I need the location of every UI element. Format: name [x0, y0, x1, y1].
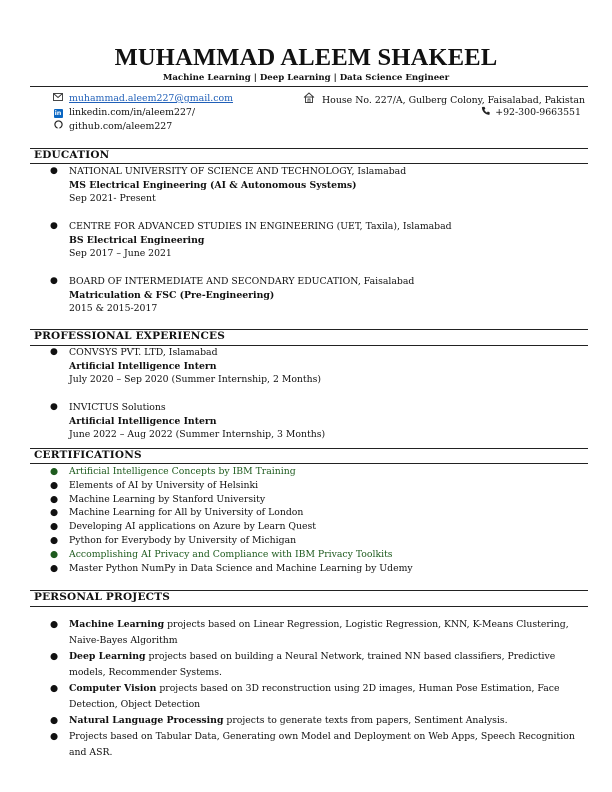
- bullet-icon: ●: [50, 715, 59, 726]
- experience-heading: PROFESSIONAL EXPERIENCES: [34, 330, 226, 342]
- list-item: ● Master Python NumPy in Data Science and Machine Learning by Udemy: [50, 562, 413, 574]
- list-item: ● Deep Learning projects based on building a Neural Network, trained NN based classifiers, Predictive models, Recommender Systems.: [50, 651, 556, 678]
- dates: June 2022 – Aug 2022 (Summer Internship, 3 Months): [69, 429, 326, 441]
- institution: BOARD OF INTERMEDIATE AND SECONDARY EDUCATION, Faisalabad: [69, 276, 415, 287]
- education-item: [50, 275, 414, 316]
- list-item: ● Artificial Intelligence Concepts by IBM Training: [50, 466, 296, 477]
- education-item: [50, 220, 452, 261]
- education-heading: EDUCATION: [34, 149, 110, 161]
- phone-icon: [479, 106, 491, 120]
- resume-subtitle: Machine Learning | Deep Learning | Data Science Engineer: [162, 73, 450, 83]
- list-item: ● Python for Everybody by University of Michigan: [50, 534, 297, 546]
- bullet-icon: ●: [50, 548, 59, 560]
- education-divider-bottom: [30, 163, 588, 164]
- institution: NATIONAL UNIVERSITY OF SCIENCE AND TECHNOLOGY, Islamabad: [69, 166, 407, 177]
- email-link[interactable]: muhammad.aleem227@gmail.com: [69, 93, 233, 104]
- bullet-icon: ●: [50, 731, 59, 742]
- role: Artificial Intelligence Intern: [69, 415, 217, 427]
- home-icon: [303, 92, 315, 108]
- certifications-heading: CERTIFICATIONS: [34, 449, 142, 461]
- github-icon: [52, 120, 64, 134]
- bullet-icon: ●: [50, 534, 59, 546]
- linkedin-link[interactable]: linkedin.com/in/aleem227/: [69, 107, 196, 118]
- bullet-icon: ●: [50, 276, 58, 286]
- address-text: House No. 227/A, Gulberg Colony, Faisalabad, Pakistan: [322, 95, 586, 106]
- contact-phone-row[interactable]: [479, 106, 581, 120]
- dates: Sep 2017 – June 2021: [69, 248, 172, 260]
- bullet-icon: ●: [50, 493, 59, 505]
- linkedin-icon: in: [54, 109, 62, 117]
- certifications-divider-bottom: [30, 463, 588, 464]
- bullet-icon: ●: [50, 221, 58, 231]
- contact-github-row[interactable]: [52, 120, 172, 134]
- contact-email-row[interactable]: [52, 92, 233, 106]
- mail-icon: [52, 92, 64, 106]
- bullet-icon: ●: [50, 521, 59, 533]
- list-item: ● Elements of AI by University of Helsinki: [50, 479, 259, 491]
- header-divider: [30, 86, 588, 87]
- bullet-icon: ●: [50, 562, 59, 574]
- bullet-icon: ●: [50, 651, 59, 662]
- bullet-icon: ●: [50, 466, 59, 477]
- bullet-icon: ●: [50, 347, 58, 357]
- education-divider-top: [30, 148, 588, 149]
- bullet-icon: ●: [50, 507, 59, 519]
- projects-divider-bottom: [30, 606, 588, 607]
- dates: 2015 & 2015-2017: [69, 303, 158, 315]
- bullet-icon: ●: [50, 619, 59, 630]
- institution: CENTRE FOR ADVANCED STUDIES IN ENGINEERING (UET, Taxila), Islamabad: [69, 221, 452, 232]
- list-item: ● Machine Learning for All by University of London: [50, 507, 304, 519]
- resume-name: MUHAMMAD ALEEM SHAKEEL: [114, 44, 498, 71]
- company: INVICTUS Solutions: [69, 402, 166, 413]
- projects-heading: PERSONAL PROJECTS: [34, 591, 171, 603]
- degree: BS Electrical Engineering: [69, 234, 205, 246]
- certifications-list: [50, 465, 413, 575]
- bullet-icon: ●: [50, 402, 58, 412]
- list-item: ● Machine Learning projects based on Linear Regression, Logistic Regression, KNN, K-Means Clustering, Naive-Bayes Algorithm: [50, 619, 569, 646]
- contact-linkedin-row[interactable]: [52, 106, 195, 120]
- company: CONVSYS PVT. LTD, Islamabad: [69, 347, 218, 358]
- github-link[interactable]: github.com/aleem227: [69, 121, 173, 132]
- projects-list: [50, 617, 590, 761]
- list-item: ● Accomplishing AI Privacy and Compliance with IBM Privacy Toolkits: [50, 548, 393, 560]
- list-item: ● Natural Language Processing projects to generate texts from papers, Sentiment Analysis.: [50, 713, 590, 729]
- degree: MS Electrical Engineering (AI & Autonomous Systems): [69, 179, 357, 191]
- bullet-icon: ●: [50, 683, 59, 694]
- degree: Matriculation & FSC (Pre-Engineering): [69, 289, 275, 301]
- role: Artificial Intelligence Intern: [69, 360, 217, 372]
- dates: July 2020 – Sep 2020 (Summer Internship, 2 Months): [69, 374, 322, 386]
- list-item: ● Projects based on Tabular Data, Generating own Model and Deployment on Web Apps, Speech Recognition and ASR.: [50, 731, 575, 758]
- bullet-icon: ●: [50, 479, 59, 491]
- experience-item: [50, 346, 321, 387]
- education-item: [50, 165, 406, 206]
- phone-text[interactable]: +92-300-9663551: [495, 107, 581, 118]
- list-item: ● Machine Learning by Stanford University: [50, 493, 266, 505]
- bullet-icon: ●: [50, 166, 58, 176]
- experience-item: [50, 401, 325, 442]
- dates: Sep 2021- Present: [69, 193, 156, 205]
- list-item: ● Developing AI applications on Azure by Learn Quest: [50, 521, 317, 533]
- list-item: ● Computer Vision projects based on 3D reconstruction using 2D images, Human Pose Estimation, Face Detection, Object Detection: [50, 683, 560, 710]
